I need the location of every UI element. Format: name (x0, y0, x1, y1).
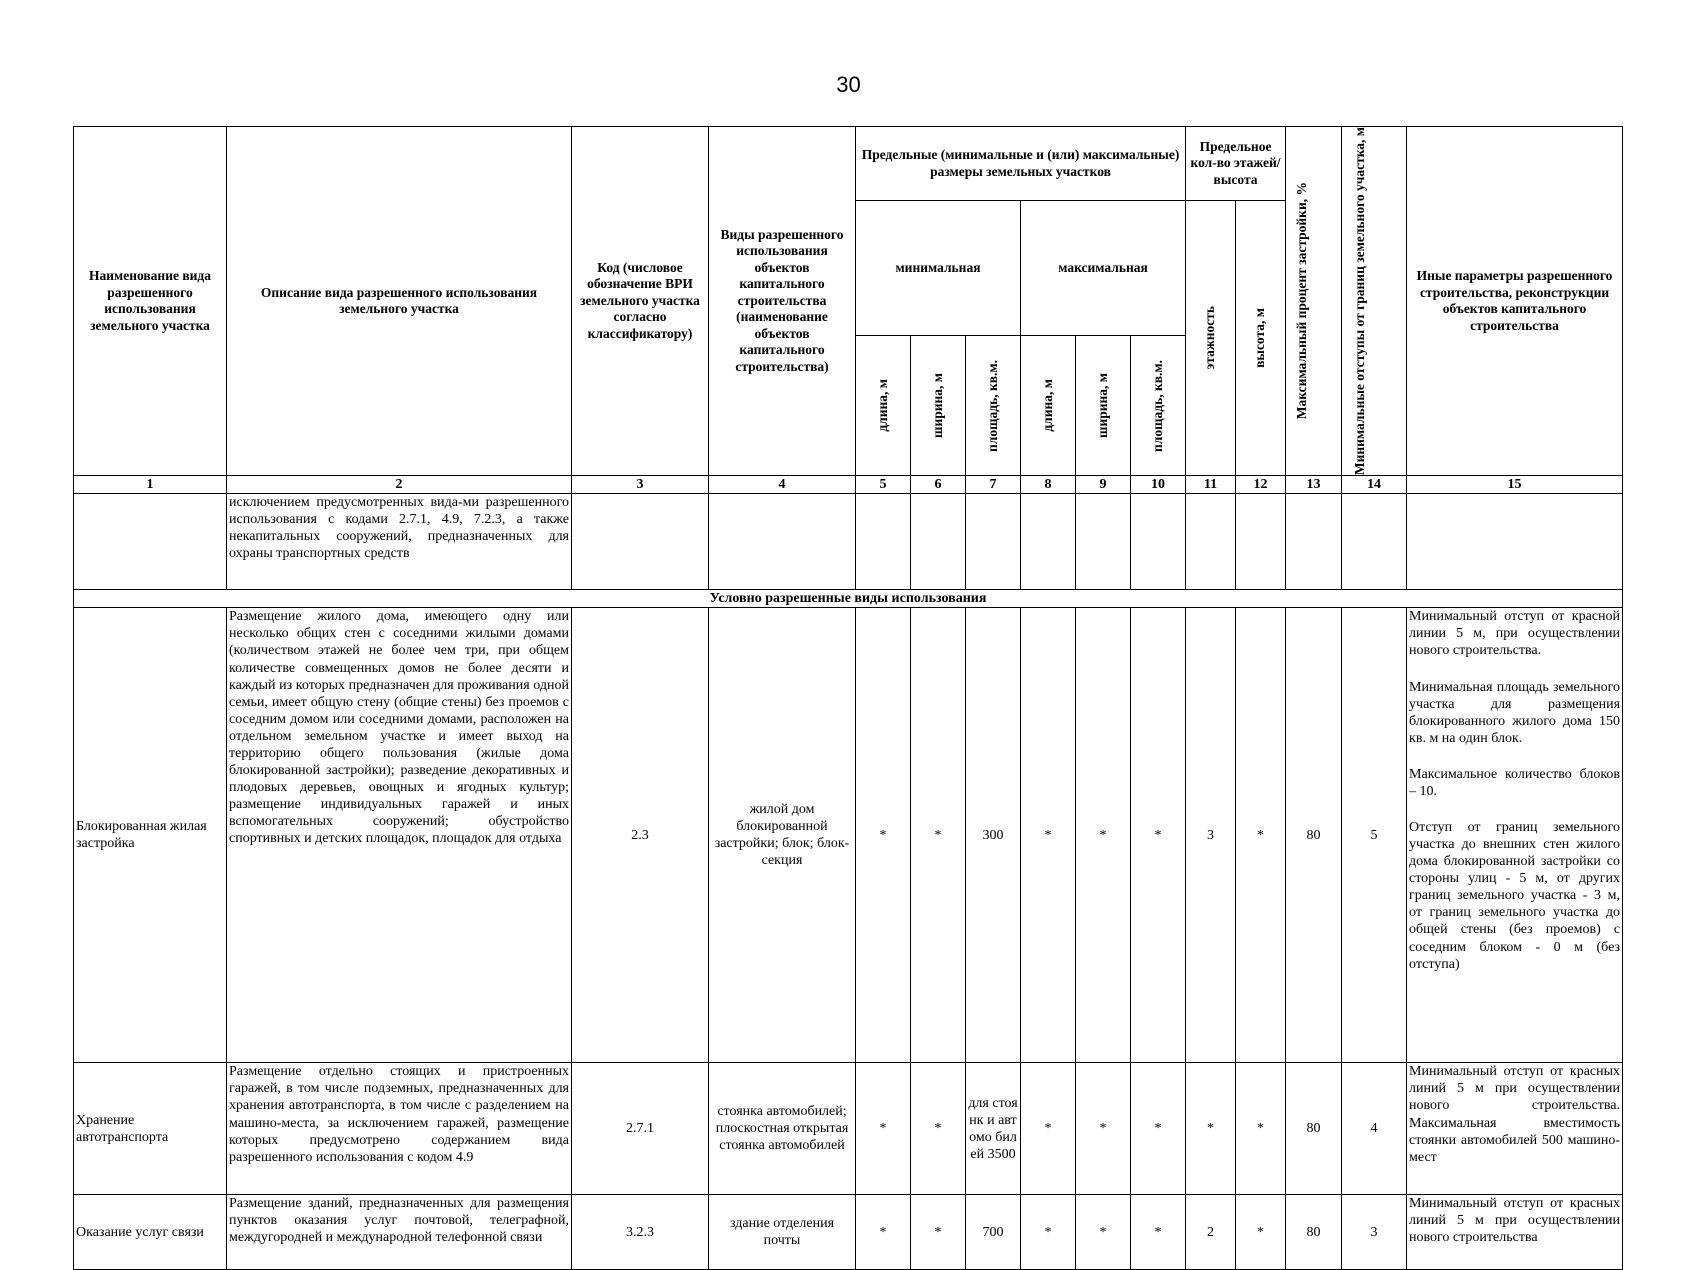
row-other-params (1407, 1195, 1623, 1270)
column-number: 13 (1286, 476, 1342, 494)
header-height: высота, м (1252, 308, 1268, 369)
row-min-area: 700 (966, 1195, 1021, 1270)
header-other-params: Иные параметры разрешенного строительства, реконструкции объектов капитального строительства (1407, 127, 1623, 476)
table-row (74, 1195, 1623, 1270)
continuation-description: исключением предусмотренных вида-ми разрешенного использования с кодами 2.7.1, 4.9, 7.2.3, а также некапитальных сооружений, предназначенных для охраны транспортных средств (227, 494, 572, 590)
empty-cell (1286, 494, 1342, 590)
header-min-length-cell (856, 336, 911, 476)
header-floors: этажность (1202, 306, 1218, 370)
header-description: Описание вида разрешенного использования земельного участка (227, 127, 572, 476)
empty-cell (1131, 494, 1186, 590)
row-objects: жилой дом блокированной застройки; блок; блок-секция (709, 608, 856, 1063)
column-number: 8 (1021, 476, 1076, 494)
row-max-width: * (1076, 1195, 1131, 1270)
empty-cell (1407, 494, 1623, 590)
column-number: 3 (572, 476, 709, 494)
row-description: Размещение зданий, предназначенных для размещения пунктов оказания услуг почтовой, телеграфной, междугородней и международной телефонной связи (227, 1195, 572, 1270)
empty-cell (572, 494, 709, 590)
header-min-area-cell (966, 336, 1021, 476)
empty-cell (911, 494, 966, 590)
row-height: * (1236, 1195, 1286, 1270)
header-max-group: максимальная (1021, 201, 1186, 336)
header-min-setback: Минимальные отступы от границ земельного участка, м (1352, 127, 1368, 476)
row-description: Размещение жилого дома, имеющего одну или несколько общих стен с соседними жилыми домами (количеством этажей не более чем три, при общем количестве совмещенных домов не более десяти и каждый из которых предназначен для проживания одной семьи, имеет общую стену (общие стены) без проемов с соседним домом или соседними домами, расположен на отдельном земельном участке и имеет выход на территорию общего пользования (жилые дома блокированной застройки); разведение декоративных и плодовых деревьев, овощных и ягодных культур; размещение индивидуальных гаражей и иных вспомогательных сооружений; обустройство спортивных и детских площадок, площадок для отдыха (227, 608, 572, 1063)
row-floors: * (1186, 1063, 1236, 1195)
continuation-row (74, 494, 1623, 590)
row-min-width: * (911, 608, 966, 1063)
column-number: 9 (1076, 476, 1131, 494)
row-code: 2.7.1 (572, 1063, 709, 1195)
table-row (74, 608, 1623, 1063)
row-max-percent: 80 (1286, 1063, 1342, 1195)
header-floors-cell (1186, 201, 1236, 476)
row-max-width: * (1076, 608, 1131, 1063)
row-floors: 2 (1186, 1195, 1236, 1270)
header-max-width: ширина, м (1094, 373, 1110, 439)
row-max-percent: 80 (1286, 608, 1342, 1063)
column-number: 5 (856, 476, 911, 494)
column-number: 15 (1407, 476, 1623, 494)
row-max-length: * (1021, 1063, 1076, 1195)
column-number: 11 (1186, 476, 1236, 494)
header-max-length-cell (1021, 336, 1076, 476)
row-max-length: * (1021, 1195, 1076, 1270)
header-objects: Виды разрешенного использования объектов капитального строительства (наименование объектов капитального строительства) (709, 127, 856, 476)
row-height: * (1236, 608, 1286, 1063)
header-min-width: ширина, м (929, 373, 945, 439)
row-max-width: * (1076, 1063, 1131, 1195)
header-max-length: длина, м (1039, 379, 1055, 432)
header-limits-group: Предельные (минимальные и (или) максимальные) размеры земельных участков (856, 127, 1186, 201)
row-min-area: для стоянк и автомо билей 3500 (966, 1063, 1021, 1195)
column-number: 6 (911, 476, 966, 494)
header-max-percent: Максимальный процент застройки, % (1293, 182, 1309, 420)
row-setback: 5 (1342, 608, 1407, 1063)
land-use-table (73, 126, 1623, 1270)
table-row (74, 1063, 1623, 1195)
row-code: 2.3 (572, 608, 709, 1063)
column-number: 10 (1131, 476, 1186, 494)
header-min-group: минимальная (856, 201, 1021, 336)
row-objects: здание отделения почты (709, 1195, 856, 1270)
other-param-text: Отступ от границ земельного участка до внешних стен жилого дома блокированной застройки со стороны улиц - 5 м, от других границ земельного участка - 3 м, от границ земельного участка до общей стены (без проемов) с соседним блоком - 0 м (без отступа) (1409, 820, 1621, 972)
row-other-params (1407, 608, 1623, 1063)
row-description: Размещение отдельно стоящих и пристроенных гаражей, в том числе подземных, предназначенных для хранения автотранспорта, в том числе с разделением на машино-места, за исключением гаражей, размещение которых предусмотрено содержанием вида разрешенного использования с кодом 4.9 (227, 1063, 572, 1195)
column-number: 12 (1236, 476, 1286, 494)
row-max-area: * (1131, 1195, 1186, 1270)
other-param-text: Максимальное количество блоков – 10. (1409, 766, 1621, 799)
row-code: 3.2.3 (572, 1195, 709, 1270)
row-floors: 3 (1186, 608, 1236, 1063)
header-max-area-cell (1131, 336, 1186, 476)
empty-cell (966, 494, 1021, 590)
empty-cell (1236, 494, 1286, 590)
row-objects: стоянка автомобилей; плоскостная открытая стоянка автомобилей (709, 1063, 856, 1195)
empty-cell (1342, 494, 1407, 590)
row-max-length: * (1021, 608, 1076, 1063)
header-height-cell (1236, 201, 1286, 476)
column-number: 4 (709, 476, 856, 494)
row-name: Оказание услуг связи (74, 1195, 227, 1270)
empty-cell (1186, 494, 1236, 590)
empty-cell (1021, 494, 1076, 590)
header-max-width-cell (1076, 336, 1131, 476)
header-max-percent-cell (1286, 127, 1342, 476)
other-param-text: Минимальный отступ от красных линий 5 м при осуществлении нового строительства. Максимальная вместимость стоянки автомобилей 500 машино-мест (1409, 1064, 1621, 1165)
row-max-area: * (1131, 608, 1186, 1063)
empty-cell (856, 494, 911, 590)
row-other-params (1407, 1063, 1623, 1195)
row-max-area: * (1131, 1063, 1186, 1195)
row-name: Хранение автотранспорта (74, 1063, 227, 1195)
other-param-text: Минимальная площадь земельного участка для размещения блокированного жилого дома 150 кв. м на один блок. (1409, 679, 1621, 746)
row-min-length: * (856, 608, 911, 1063)
header-min-length: длина, м (874, 379, 890, 432)
column-number: 14 (1342, 476, 1407, 494)
header-min-setback-cell (1342, 127, 1407, 476)
column-number: 1 (74, 476, 227, 494)
header-min-area: площадь, кв.м. (984, 359, 1000, 452)
row-name: Блокированная жилая застройка (74, 608, 227, 1063)
row-min-width: * (911, 1063, 966, 1195)
empty-cell (709, 494, 856, 590)
row-min-area: 300 (966, 608, 1021, 1063)
empty-cell (1076, 494, 1131, 590)
row-setback: 4 (1342, 1063, 1407, 1195)
row-height: * (1236, 1063, 1286, 1195)
column-number: 7 (966, 476, 1021, 494)
header-max-area: площадь, кв.м. (1149, 359, 1165, 452)
row-max-percent: 80 (1286, 1195, 1342, 1270)
row-min-length: * (856, 1063, 911, 1195)
section-title: Условно разрешенные виды использования (74, 590, 1623, 608)
other-param-text: Минимальный отступ от красной линии 5 м, при осуществлении нового строительства. (1409, 609, 1621, 659)
empty-cell (74, 494, 227, 590)
row-setback: 3 (1342, 1195, 1407, 1270)
header-code: Код (числовое обозначение ВРИ земельного участка согласно классификатору) (572, 127, 709, 476)
row-min-length: * (856, 1195, 911, 1270)
column-number-row (74, 476, 1623, 494)
header-min-width-cell (911, 336, 966, 476)
other-param-text: Минимальный отступ от красных линий 5 м при осуществлении нового строительства (1409, 1196, 1621, 1246)
column-number: 2 (227, 476, 572, 494)
header-floors-group: Предельное кол-во этажей/ высота (1186, 127, 1286, 201)
row-min-width: * (911, 1195, 966, 1270)
header-name: Наименование вида разрешенного использования земельного участка (74, 127, 227, 476)
page-number: 30 (836, 72, 861, 97)
